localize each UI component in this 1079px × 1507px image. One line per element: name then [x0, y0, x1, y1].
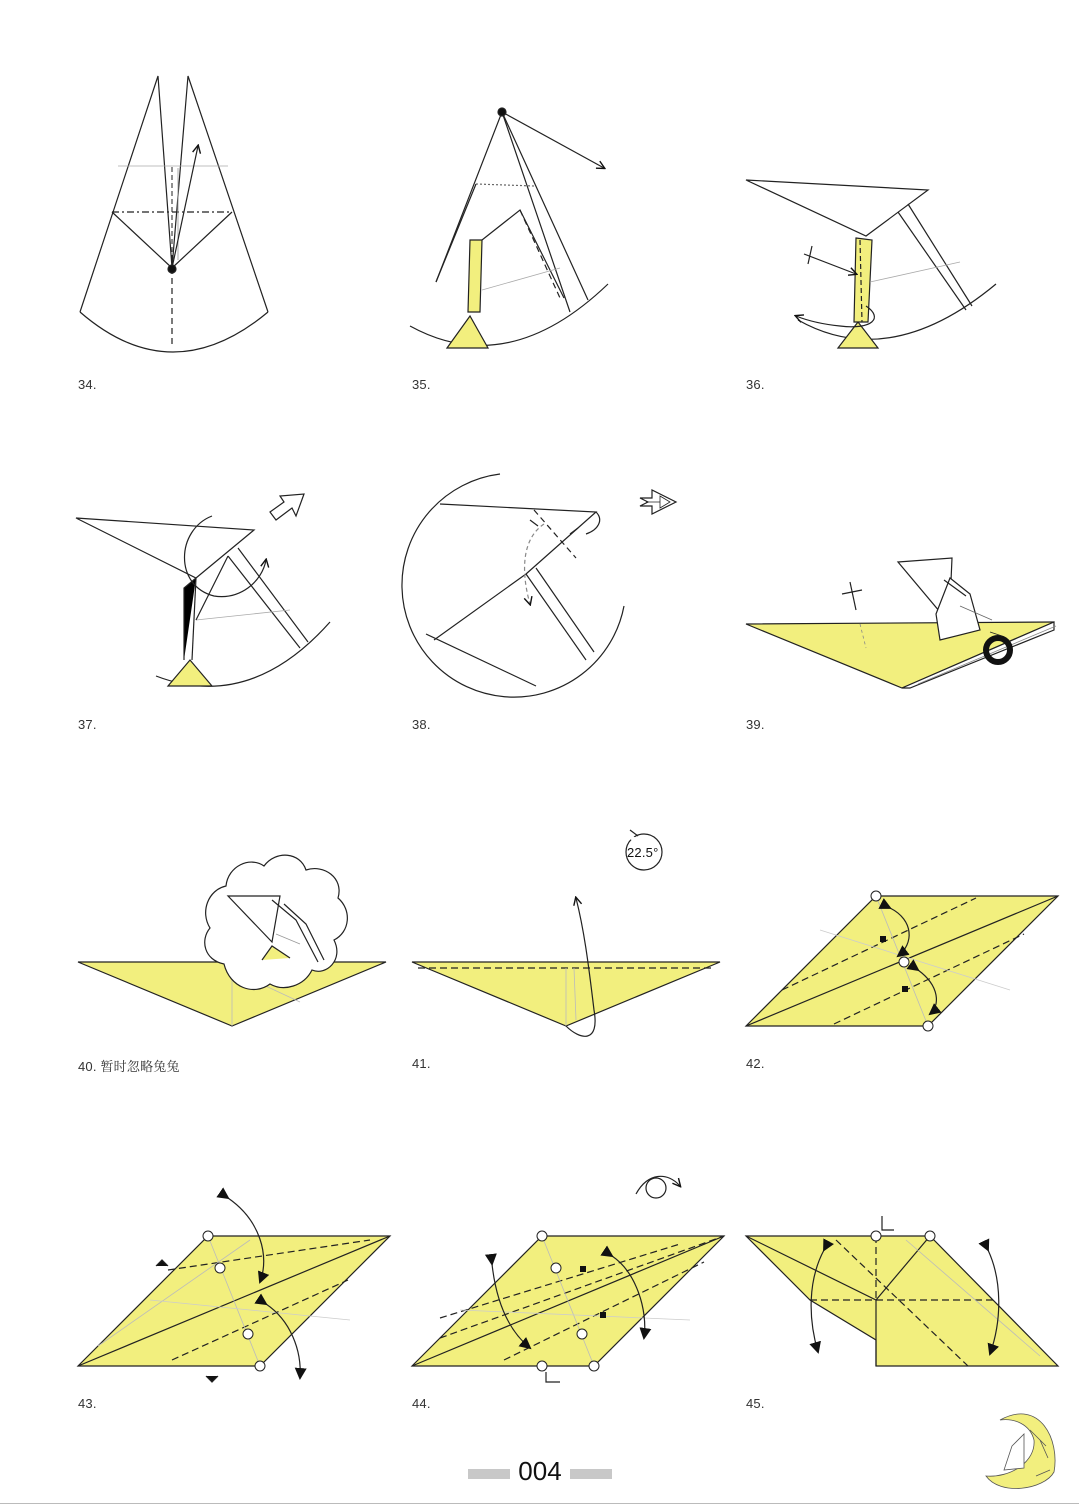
page-number: 004: [518, 1456, 562, 1486]
step-38-diagram: [402, 474, 676, 697]
step-label: 36.: [746, 377, 765, 392]
step-label: 40. 暂时忽略兔兔: [78, 1059, 180, 1074]
step-label: 44.: [412, 1396, 431, 1411]
step-label: 38.: [412, 717, 431, 732]
step-label: 42.: [746, 1056, 765, 1071]
step-40-diagram: [78, 855, 386, 1026]
step-label: 37.: [78, 717, 97, 732]
step-43-diagram: [78, 1198, 390, 1382]
step-35-diagram: [410, 108, 608, 348]
step-label: 35.: [412, 377, 431, 392]
step-36-diagram: [746, 180, 996, 348]
step-37-diagram: [76, 494, 330, 686]
step-34-diagram: [80, 76, 268, 352]
step-41-diagram: [412, 830, 720, 1036]
step-label: 34.: [78, 377, 97, 392]
rotate-angle-label: 22.5°: [627, 845, 659, 860]
moon-rabbit-logo-icon: [986, 1414, 1055, 1489]
step-label: 43.: [78, 1396, 97, 1411]
step-label: 45.: [746, 1396, 765, 1411]
step-label: 41.: [412, 1056, 431, 1071]
step-label: 39.: [746, 717, 765, 732]
step-42-diagram: [746, 891, 1058, 1031]
step-39-diagram: [746, 558, 1056, 688]
step-44-diagram: [412, 1176, 724, 1382]
page-bottom-rule: [0, 1503, 1079, 1504]
step-45-diagram: [746, 1216, 1058, 1366]
